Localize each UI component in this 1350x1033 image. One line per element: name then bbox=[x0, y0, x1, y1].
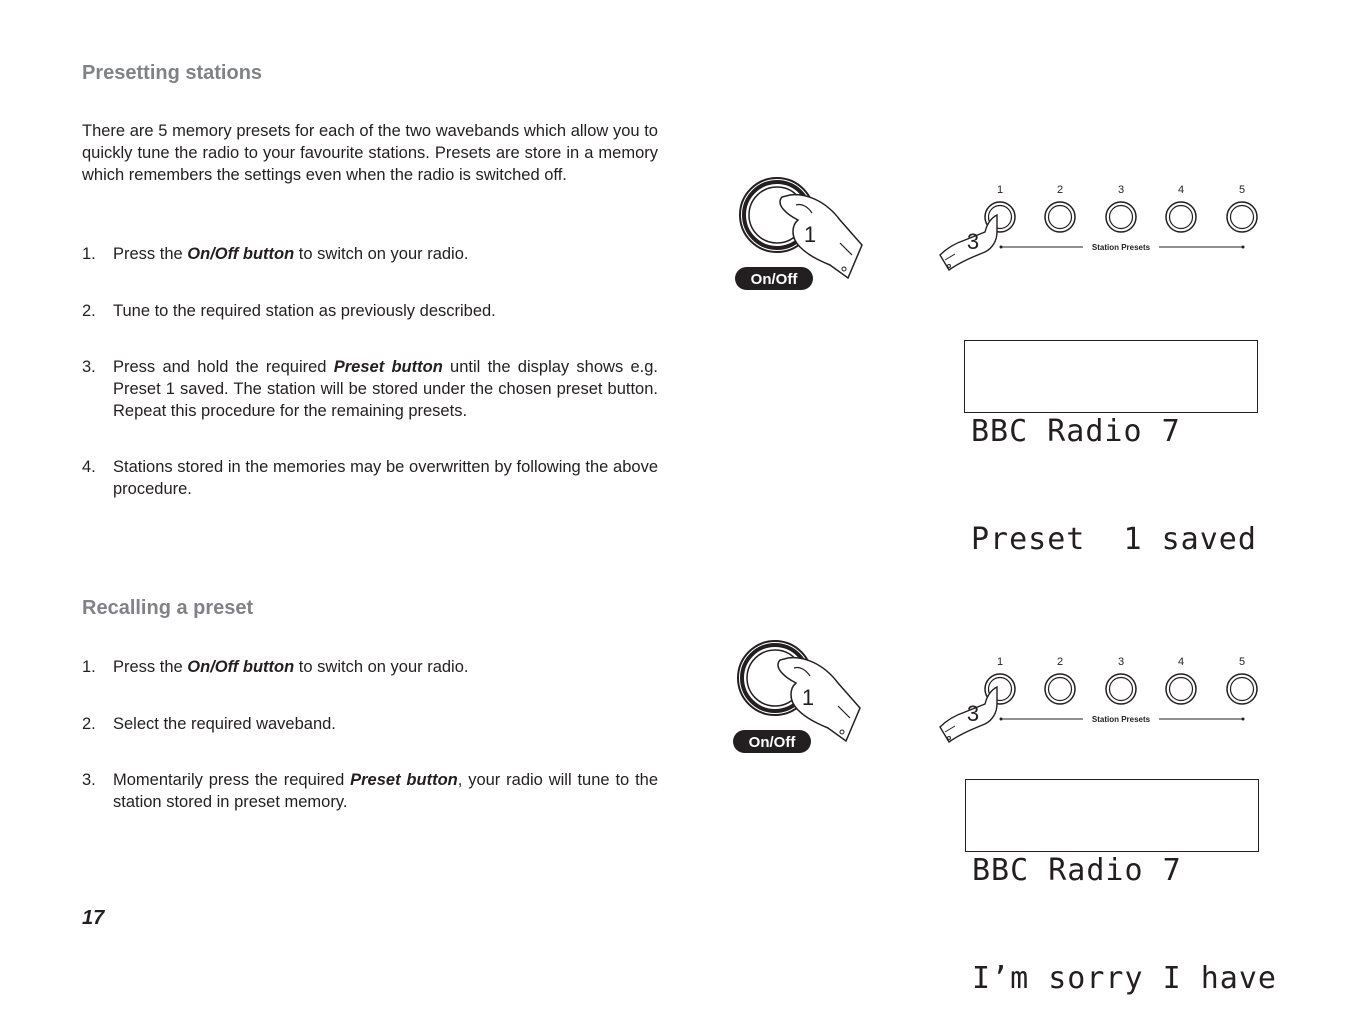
recalling-step-2: 2. Select the required waveband. bbox=[82, 715, 336, 733]
preset-number-2: 2 bbox=[1056, 184, 1064, 196]
preset-number-3: 3 bbox=[1117, 656, 1125, 668]
preset-number-5: 5 bbox=[1238, 656, 1246, 668]
preset-number-5: 5 bbox=[1238, 184, 1246, 196]
intro-paragraph: There are 5 memory presets for each of the two wavebands which allow you to quickly tune the radio to your favourite stations. Presets are store in a memory which remembers the settings even when the radio is switched off. bbox=[82, 122, 658, 184]
step-callout-3: 3 bbox=[966, 701, 980, 726]
on-off-knob-illustration bbox=[728, 638, 868, 758]
lcd-display-recalling bbox=[965, 779, 1277, 996]
preset-number-2: 2 bbox=[1056, 656, 1064, 668]
preset-button-term: Preset button bbox=[350, 771, 458, 789]
preset-number-4: 4 bbox=[1177, 184, 1185, 196]
station-presets-label: Station Presets bbox=[1091, 243, 1151, 252]
step-number: 3. bbox=[82, 771, 96, 789]
lcd-line-1: BBC Radio 7 bbox=[971, 414, 1181, 449]
step-callout-3: 3 bbox=[966, 229, 980, 254]
preset-button-term: Preset button bbox=[333, 358, 443, 376]
lcd-line-2: Preset 1 saved bbox=[971, 522, 1257, 557]
preset-buttons-illustration bbox=[935, 652, 1265, 747]
preset-number-4: 4 bbox=[1177, 656, 1185, 668]
preset-buttons-illustration bbox=[935, 180, 1265, 275]
presetting-step-3: 3. Press and hold the required Preset button until the display shows e.g. Preset 1 saved. The station will be stored under the chosen preset button. Repeat this procedure for the remaining presets. bbox=[82, 358, 658, 420]
presetting-step-4: 4. Stations stored in the memories may be overwritten by following the above procedure. bbox=[82, 458, 658, 498]
step-number: 3. bbox=[82, 358, 96, 376]
presetting-step-2: 2. Tune to the required station as previously described. bbox=[82, 302, 496, 320]
step-number: 1. bbox=[82, 658, 96, 676]
on-off-label: On/Off bbox=[748, 734, 796, 751]
section-heading-recalling: Recalling a preset bbox=[82, 597, 254, 619]
recalling-step-3: 3. Momentarily press the required Preset button, your radio will tune to the station stored in preset memory. bbox=[82, 771, 659, 811]
lcd-line-1: BBC Radio 7 bbox=[972, 853, 1182, 888]
step-callout-1: 1 bbox=[801, 685, 815, 710]
step-number: 2. bbox=[82, 715, 96, 733]
on-off-knob-illustration bbox=[730, 175, 870, 295]
section-heading-presetting: Presetting stations bbox=[82, 62, 263, 84]
page-number: 17 bbox=[82, 907, 105, 929]
presetting-step-1: 1. Press the On/Off button to switch on your radio. bbox=[82, 245, 469, 263]
step-number: 1. bbox=[82, 245, 96, 263]
preset-number-1: 1 bbox=[996, 184, 1004, 196]
on-off-button-term: On/Off button bbox=[187, 658, 295, 676]
preset-number-1: 1 bbox=[996, 656, 1004, 668]
on-off-label: On/Off bbox=[750, 271, 798, 288]
lcd-display-presetting bbox=[964, 340, 1258, 557]
station-presets-label: Station Presets bbox=[1091, 715, 1151, 724]
lcd-line-2: I’m sorry I have bbox=[972, 961, 1277, 996]
step-callout-1: 1 bbox=[803, 222, 817, 247]
recalling-step-1: 1. Press the On/Off button to switch on your radio. bbox=[82, 658, 469, 676]
step-number: 4. bbox=[82, 458, 96, 476]
step-number: 2. bbox=[82, 302, 96, 320]
preset-number-3: 3 bbox=[1117, 184, 1125, 196]
on-off-button-term: On/Off button bbox=[187, 245, 295, 263]
